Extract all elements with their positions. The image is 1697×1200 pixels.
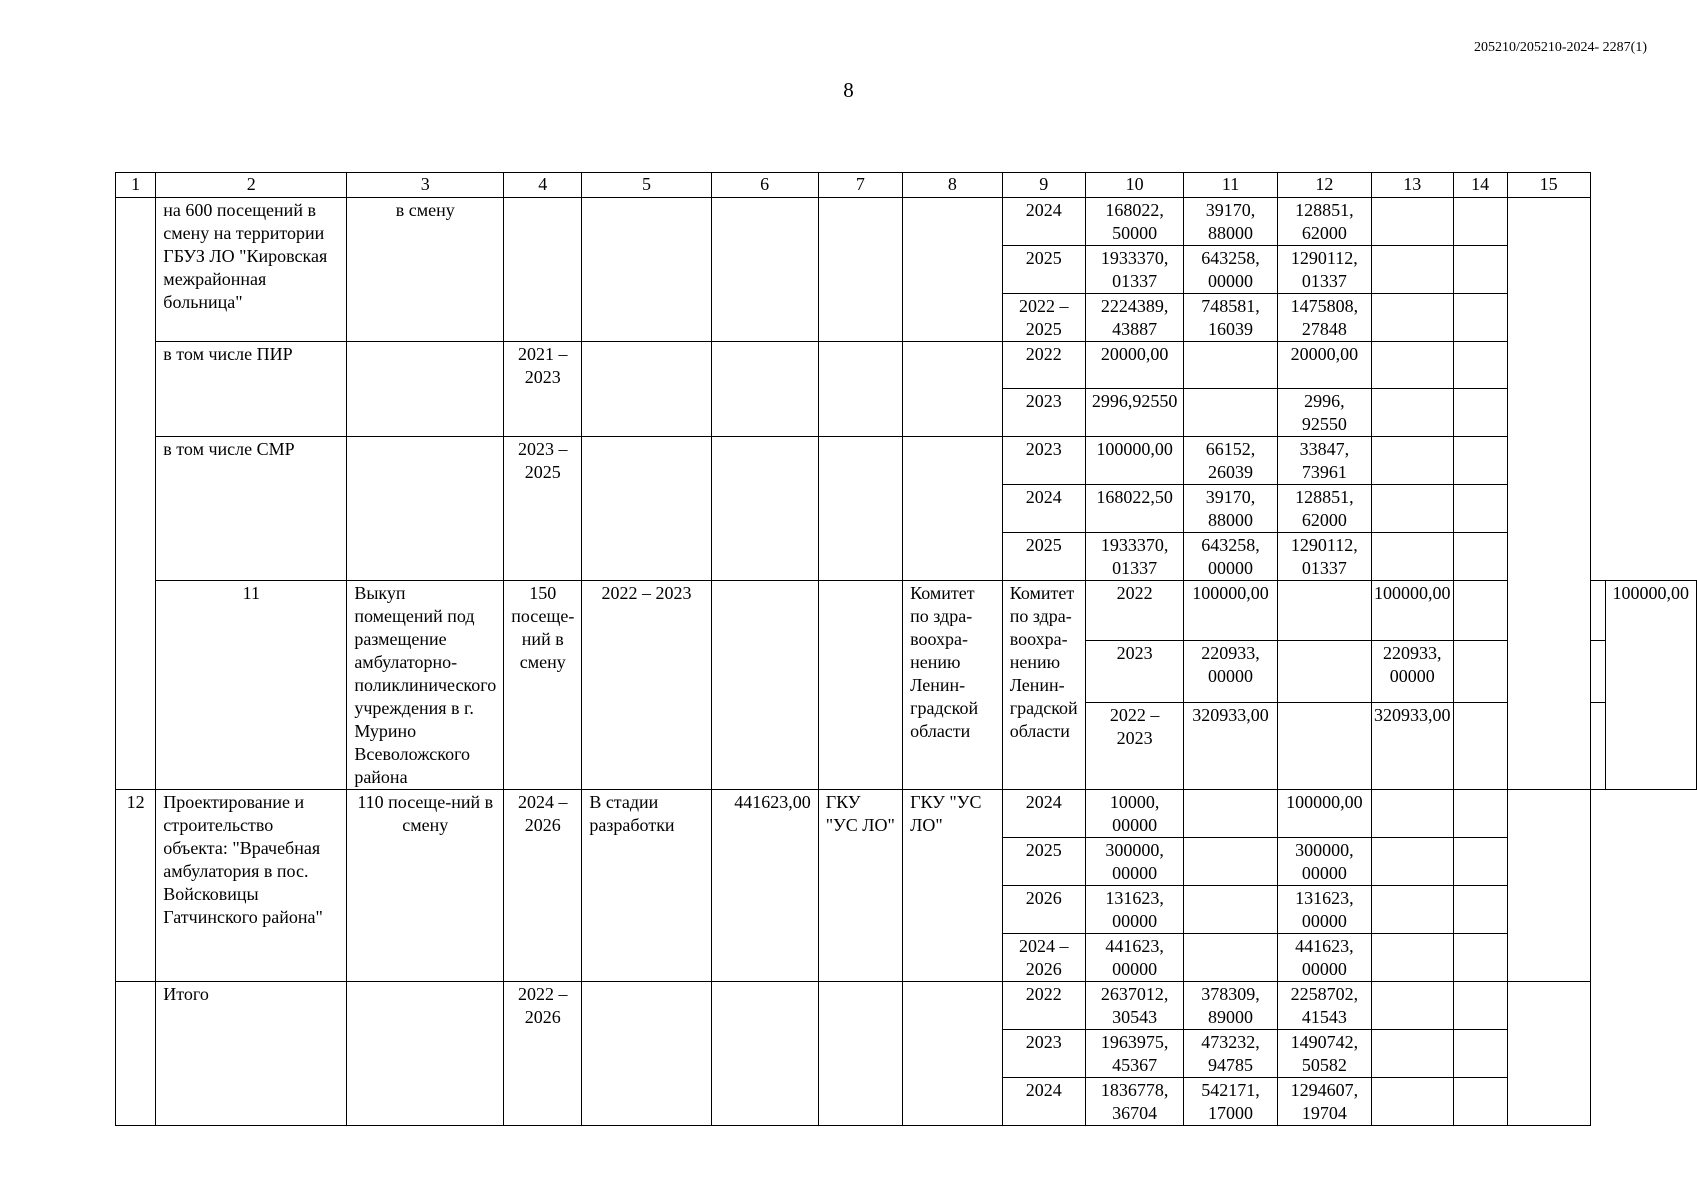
- col13-cell: [1453, 702, 1507, 789]
- col13-cell: [1372, 294, 1454, 342]
- col14-cell: [1453, 838, 1507, 886]
- col14-cell: [1453, 1078, 1507, 1126]
- col15-cell: [1507, 982, 1590, 1126]
- total-cell: 100000,00: [1184, 581, 1277, 641]
- investment-table: [115, 172, 1697, 1126]
- total-cell: 441623, 00000: [1085, 934, 1184, 982]
- col13-cell: [1372, 838, 1454, 886]
- object-name-cell: в том числе ПИР: [156, 342, 347, 437]
- period-cell: 2023 – 2025: [504, 437, 582, 581]
- capacity-cell: в смену: [347, 198, 504, 342]
- col13-cell: [1372, 389, 1454, 437]
- col14-cell: [1453, 437, 1507, 485]
- table-row: [116, 581, 1697, 641]
- capacity-cell: 150 посеще-ний в смену: [504, 581, 582, 790]
- col14-cell: [1453, 790, 1507, 838]
- federal-cell: 39170, 88000: [1184, 198, 1277, 246]
- col13-cell: [1453, 581, 1507, 641]
- status-cell: [582, 437, 711, 581]
- col14-cell: [1453, 485, 1507, 533]
- period-cell: 2022 – 2026: [504, 982, 582, 1126]
- header-cell: 5: [582, 173, 711, 198]
- object-name-cell: Выкуп помещений под размещение амбулаторно-поликлинического учреждения в г. Мурино Всеволожского района: [347, 581, 504, 790]
- col14-cell: [1453, 294, 1507, 342]
- total-cell: 2996,92550: [1085, 389, 1184, 437]
- year-cell: 2024 – 2026: [1002, 934, 1085, 982]
- col14-cell: [1453, 982, 1507, 1030]
- year-cell: 2024: [1002, 485, 1085, 533]
- cost-cell: [711, 437, 818, 581]
- total-cell: 220933, 00000: [1184, 641, 1277, 703]
- regional-cell: 33847, 73961: [1277, 437, 1371, 485]
- federal-cell: 748581, 16039: [1184, 294, 1277, 342]
- capacity-cell: 110 посеще-ний в смену: [347, 790, 504, 982]
- col15-cell: 100000,00: [1605, 581, 1697, 790]
- status-cell: [711, 581, 818, 790]
- federal-cell: [1277, 702, 1371, 789]
- status-cell: [582, 198, 711, 342]
- cost-cell: [711, 342, 818, 437]
- header-cell: 13: [1372, 173, 1454, 198]
- header-cell: 8: [903, 173, 1003, 198]
- federal-cell: 473232, 94785: [1184, 1030, 1277, 1078]
- federal-cell: [1184, 934, 1277, 982]
- col14-cell: [1590, 581, 1605, 641]
- cost-cell: [818, 581, 902, 790]
- col13-cell: [1372, 934, 1454, 982]
- regional-cell: 441623, 00000: [1277, 934, 1371, 982]
- total-cell: 1963975, 45367: [1085, 1030, 1184, 1078]
- year-cell: 2022 – 2025: [1002, 294, 1085, 342]
- federal-cell: [1184, 389, 1277, 437]
- year-cell: 2023: [1002, 437, 1085, 485]
- year-cell: 2022: [1002, 982, 1085, 1030]
- col14-cell: [1590, 641, 1605, 703]
- customer-cell: [818, 982, 902, 1126]
- federal-cell: [1277, 641, 1371, 703]
- total-cell: 2637012, 30543: [1085, 982, 1184, 1030]
- year-cell: 2023: [1002, 1030, 1085, 1078]
- col13-cell: [1372, 886, 1454, 934]
- total-cell: 1933370, 01337: [1085, 246, 1184, 294]
- period-cell: [504, 198, 582, 342]
- header-cell: 7: [818, 173, 902, 198]
- col14-cell: [1453, 1030, 1507, 1078]
- customer-cell: [818, 437, 902, 581]
- table-row: [116, 790, 1697, 838]
- regional-cell: 128851, 62000: [1277, 198, 1371, 246]
- status-cell: В стадии разработки: [582, 790, 711, 982]
- regional-cell: 1290112, 01337: [1277, 246, 1371, 294]
- total-cell: 1836778, 36704: [1085, 1078, 1184, 1126]
- col14-cell: [1453, 198, 1507, 246]
- header-cell: 14: [1453, 173, 1507, 198]
- capacity-cell: [347, 982, 504, 1126]
- header-cell: 9: [1002, 173, 1085, 198]
- col13-cell: [1372, 790, 1454, 838]
- col15-cell: [1507, 790, 1590, 982]
- header-cell: 4: [504, 173, 582, 198]
- developer-cell: Комитет по здра-воохра-нению Ленин-градской области: [1002, 581, 1085, 790]
- regional-cell: 1490742, 50582: [1277, 1030, 1371, 1078]
- regional-cell: 300000, 00000: [1277, 838, 1371, 886]
- cost-cell: 441623,00: [711, 790, 818, 982]
- object-name-cell: в том числе СМР: [156, 437, 347, 581]
- header-cell: 11: [1184, 173, 1277, 198]
- regional-cell: 20000,00: [1277, 342, 1371, 389]
- col14-cell: [1453, 342, 1507, 389]
- regional-cell: 100000,00: [1372, 581, 1454, 641]
- col13-cell: [1372, 342, 1454, 389]
- table-row: [116, 437, 1697, 485]
- federal-cell: [1184, 790, 1277, 838]
- regional-cell: 1294607, 19704: [1277, 1078, 1371, 1126]
- federal-cell: [1184, 886, 1277, 934]
- col13-cell: [1372, 246, 1454, 294]
- cost-cell: [711, 198, 818, 342]
- year-cell: 2022: [1085, 581, 1184, 641]
- status-cell: [582, 982, 711, 1126]
- col13-cell: [1372, 437, 1454, 485]
- period-cell: 2021 – 2023: [504, 342, 582, 437]
- year-cell: 2026: [1002, 886, 1085, 934]
- total-cell: 20000,00: [1085, 342, 1184, 389]
- regional-cell: 1290112, 01337: [1277, 533, 1371, 581]
- capacity-cell: [347, 342, 504, 437]
- col13-cell: [1372, 485, 1454, 533]
- year-cell: 2025: [1002, 246, 1085, 294]
- object-name-cell: Итого: [156, 982, 347, 1126]
- col14-cell: [1453, 389, 1507, 437]
- year-cell: 2025: [1002, 838, 1085, 886]
- header-cell: 10: [1085, 173, 1184, 198]
- year-cell: 2024: [1002, 198, 1085, 246]
- col14-cell: [1453, 246, 1507, 294]
- year-cell: 2024: [1002, 1078, 1085, 1126]
- developer-cell: [903, 437, 1003, 581]
- total-cell: 300000, 00000: [1085, 838, 1184, 886]
- regional-cell: 100000,00: [1277, 790, 1371, 838]
- col15-cell: [1507, 198, 1590, 790]
- regional-cell: 2258702, 41543: [1277, 982, 1371, 1030]
- col13-cell: [1372, 1078, 1454, 1126]
- col13-cell: [1372, 533, 1454, 581]
- total-cell: 10000, 00000: [1085, 790, 1184, 838]
- regional-cell: 128851, 62000: [1277, 485, 1371, 533]
- table-row: [116, 342, 1697, 389]
- developer-cell: [903, 198, 1003, 342]
- col13-cell: [1372, 1030, 1454, 1078]
- regional-cell: 131623, 00000: [1277, 886, 1371, 934]
- customer-cell: [818, 198, 902, 342]
- customer-cell: Комитет по здра-воохра-нению Ленин-градской области: [903, 581, 1003, 790]
- col14-cell: [1453, 886, 1507, 934]
- total-cell: 2224389, 43887: [1085, 294, 1184, 342]
- col14-cell: [1453, 533, 1507, 581]
- col13-cell: [1372, 982, 1454, 1030]
- object-name-cell: Проектирование и строительство объекта: "Врачебная амбулатория в пос. Войсковицы Гатчинского района": [156, 790, 347, 982]
- period-cell: 2024 – 2026: [504, 790, 582, 982]
- row-number-cell: 12: [116, 790, 156, 982]
- object-name-cell: на 600 посещений в смену на территории ГБУЗ ЛО "Кировская межрайонная больница": [156, 198, 347, 342]
- federal-cell: [1277, 581, 1371, 641]
- federal-cell: [1184, 342, 1277, 389]
- year-cell: 2023: [1002, 389, 1085, 437]
- header-row: [116, 173, 1697, 198]
- header-cell: 3: [347, 173, 504, 198]
- row-number-cell: [116, 198, 156, 790]
- customer-cell: ГКУ "УС ЛО": [818, 790, 902, 982]
- table-row: [116, 198, 1697, 246]
- total-cell: 1933370, 01337: [1085, 533, 1184, 581]
- federal-cell: 542171, 17000: [1184, 1078, 1277, 1126]
- year-cell: 2024: [1002, 790, 1085, 838]
- total-cell: 100000,00: [1085, 437, 1184, 485]
- header-cell: 15: [1507, 173, 1590, 198]
- header-cell: 12: [1277, 173, 1371, 198]
- year-cell: 2022: [1002, 342, 1085, 389]
- year-cell: 2022 – 2023: [1085, 702, 1184, 789]
- total-cell: 131623, 00000: [1085, 886, 1184, 934]
- status-cell: [582, 342, 711, 437]
- federal-cell: 643258, 00000: [1184, 246, 1277, 294]
- regional-cell: 220933, 00000: [1372, 641, 1454, 703]
- row-number-cell: [116, 982, 156, 1126]
- row-number-cell: 11: [156, 581, 347, 790]
- regional-cell: 1475808, 27848: [1277, 294, 1371, 342]
- developer-cell: [903, 342, 1003, 437]
- year-cell: 2025: [1002, 533, 1085, 581]
- page-number: 8: [843, 78, 854, 102]
- col14-cell: [1590, 702, 1605, 789]
- regional-cell: 2996, 92550: [1277, 389, 1371, 437]
- federal-cell: [1184, 838, 1277, 886]
- customer-cell: [818, 342, 902, 437]
- total-cell: 320933,00: [1184, 702, 1277, 789]
- col14-cell: [1453, 934, 1507, 982]
- period-cell: 2022 – 2023: [582, 581, 711, 790]
- developer-cell: ГКУ "УС ЛО": [903, 790, 1003, 982]
- regional-cell: 320933,00: [1372, 702, 1454, 789]
- developer-cell: [903, 982, 1003, 1126]
- federal-cell: 643258, 00000: [1184, 533, 1277, 581]
- col13-cell: [1372, 198, 1454, 246]
- table-row: [116, 982, 1697, 1030]
- document-number: 205210/205210-2024- 2287(1): [1473, 40, 1647, 55]
- col13-cell: [1453, 641, 1507, 703]
- capacity-cell: [347, 437, 504, 581]
- cost-cell: [711, 982, 818, 1126]
- header-cell: 6: [711, 173, 818, 198]
- year-cell: 2023: [1085, 641, 1184, 703]
- header-cell: 1: [116, 173, 156, 198]
- header-cell: 2: [156, 173, 347, 198]
- total-cell: 168022,50: [1085, 485, 1184, 533]
- federal-cell: 66152, 26039: [1184, 437, 1277, 485]
- total-cell: 168022, 50000: [1085, 198, 1184, 246]
- federal-cell: 39170, 88000: [1184, 485, 1277, 533]
- federal-cell: 378309, 89000: [1184, 982, 1277, 1030]
